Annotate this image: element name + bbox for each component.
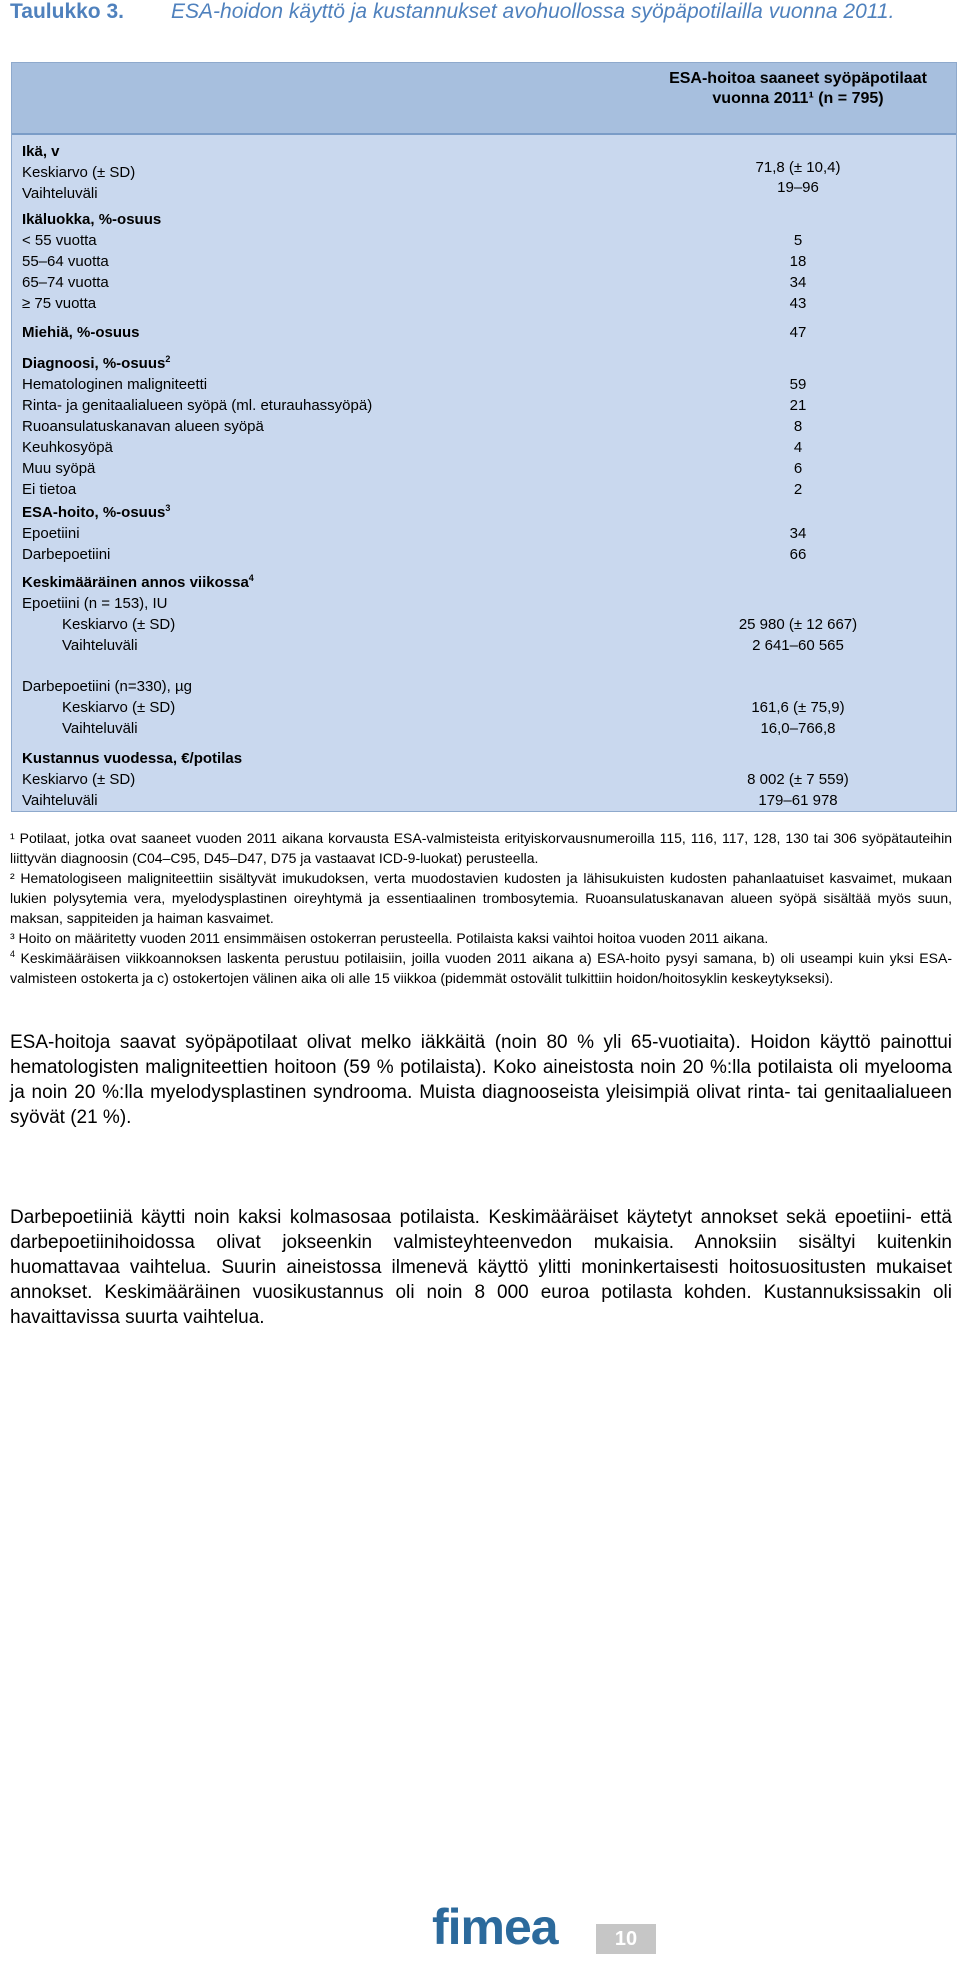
table-number: Taulukko 3. xyxy=(10,0,124,23)
table-title: ESA-hoidon käyttö ja kustannukset avohuollossa syöpäpotilailla vuonna 2011. xyxy=(171,0,895,23)
esa-label: Darbepoetiini xyxy=(22,546,111,563)
diagnosis-value: 4 xyxy=(793,439,803,456)
diagnosis-label: Hematologinen maligniteetti xyxy=(22,376,208,393)
diagnosis-value: 2 xyxy=(793,481,803,498)
cost-range-label: Vaihteluväli xyxy=(22,792,98,809)
age-groups-heading: Ikäluokka, %-osuus xyxy=(22,211,162,228)
age-heading: Ikä, v xyxy=(22,143,60,160)
age-group-label: 55–64 vuotta xyxy=(22,253,109,270)
fimea-logo: fimea xyxy=(432,1899,558,1955)
epoetin-mean-value: 25 980 (± 12 667) xyxy=(738,616,858,633)
diagnosis-value: 59 xyxy=(789,376,807,393)
esa-value: 34 xyxy=(789,525,807,542)
esa-value: 66 xyxy=(789,546,807,563)
table-body xyxy=(12,135,956,811)
cost-range-value: 179–61 978 xyxy=(758,792,838,809)
diagnosis-heading: Diagnoosi, %-osuus$^2$ xyxy=(22,354,171,372)
age-mean-value: 71,8 (± 10,4) xyxy=(755,159,841,176)
age-group-value: 18 xyxy=(789,253,807,270)
footnote-2: ² Hematologiseen maligniteettiin sisältyvät imukudoksen, verta muodostavien kudosten ja lähisukuisten kudosten pahanlaatuiset kasvaimet, mukaan lukien polysytemia vera, myelodysplastinen oireyhtymä ja essentiaalinen trombosytemia. Ruoansulatuskanavan alueen syöpä sisältää myös suun, maksan, sappiteiden ja haiman kasvaimet. xyxy=(10,870,952,926)
epoetin-dose-label: Epoetiini (n = 153), IU xyxy=(22,595,168,612)
footnote-1: ¹ Potilaat, jotka ovat saaneet vuoden 2011 aikana korvausta ESA-valmisteista erityiskorvausnumeroilla 115, 116, 117, 128, 130 tai 306 syöpätauteihin liittyvän diagnoosin (C04–C95, D45–D47, D75 ja vastaavat ICD-9-luokat) perusteella. xyxy=(10,830,952,866)
diagnosis-label: Muu syöpä xyxy=(22,460,96,477)
diagnosis-label: Keuhkosyöpä xyxy=(22,439,113,456)
darbepoetin-range-label: Vaihteluväli xyxy=(62,720,138,737)
body-paragraph: ESA-hoitoja saavat syöpäpotilaat olivat melko iäkkäitä (noin 80 % yli 65-vuotiaita). Hoidon käyttö painottui hematologisten maligniteettien hoitoon (59 % potilaista). Koko aineistosta noin 20 %:lla potilaista oli myelooma ja noin 20 %:lla myelodysplastinen syndrooma. Muista diagnooseista yleisimpiä olivat rinta- tai genitaalialueen syövät (21 %). xyxy=(10,1032,952,1128)
data-table xyxy=(11,62,957,812)
footnote-4: $^4$ Keskimääräisen viikkoannoksen laskenta perustuu potilaisiin, joilla vuoden 2011 aikana a) ESA-hoito pysyi samana, b) oli useampi kuin yksi ESA-valmisteen ostokerta ja c) ostokertojen välinen aika oli alle 15 viikkoa (pidemmät ostovälit tulkittiin hoidon/hoitosyklin keskeytykseksi). xyxy=(10,949,952,986)
darbepoetin-dose-label: Darbepoetiini (n=330), µg xyxy=(22,678,192,695)
darbepoetin-mean-value: 161,6 (± 75,9) xyxy=(751,699,845,716)
diagnosis-value: 6 xyxy=(793,460,803,477)
footnote-3: ³ Hoito on määritetty vuoden 2011 ensimmäisen ostokerran perusteella. Potilaista kaksi vaihtoi hoitoa vuoden 2011 aikana. xyxy=(10,930,769,946)
diagnosis-label: Ei tietoa xyxy=(22,481,77,498)
esa-label: Epoetiini xyxy=(22,525,80,542)
darbepoetin-range-value: 16,0–766,8 xyxy=(760,720,836,737)
darbepoetin-mean-label: Keskiarvo (± SD) xyxy=(62,699,176,716)
epoetin-range-label: Vaihteluväli xyxy=(62,637,138,654)
age-mean-label: Keskiarvo (± SD) xyxy=(22,164,136,181)
age-group-value: 34 xyxy=(789,274,807,291)
male-label: Miehiä, %-osuus xyxy=(22,324,140,341)
age-range-value: 19–96 xyxy=(777,179,819,196)
age-group-label: 65–74 vuotta xyxy=(22,274,109,291)
male-value: 47 xyxy=(789,324,807,341)
page-number: 10 xyxy=(596,1924,656,1954)
cost-mean-value: 8 002 (± 7 559) xyxy=(747,771,849,788)
body-paragraph: Darbepoetiiniä käytti noin kaksi kolmasosaa potilaista. Keskimääräiset käytetyt annokset sekä epoetiini- että darbepoetiinihoidossa olivat jokseenkin valmisteyhteenvedon mukaisia. Annoksiin sisältyi kuitenkin huomattavaa vaihtelua. Suurin aineistossa ilmenevä käyttö ylitti moninkertaisesti hoitosuositusten mukaiset annokset. Keskimääräinen vuosikustannus oli noin 8 000 euroa potilasta kohden. Kustannuksissakin oli havaittavissa suurta vaihtelua. xyxy=(10,1207,952,1328)
diagnosis-label: Rinta- ja genitaalialueen syöpä (ml. eturauhassyöpä) xyxy=(22,397,373,414)
dose-heading: Keskimääräinen annos viikossa$^4$ xyxy=(22,573,254,591)
diagnosis-label: Ruoansulatuskanavan alueen syöpä xyxy=(22,418,264,435)
age-group-label: ≥ 75 vuotta xyxy=(22,295,97,312)
column-header: ESA-hoitoa saaneet syöpäpotilaat vuonna 2011¹ (n = 795) xyxy=(669,70,927,107)
table-header xyxy=(12,63,956,135)
age-group-value: 43 xyxy=(789,295,807,312)
age-range-label: Vaihteluväli xyxy=(22,185,98,202)
epoetin-range-value: 2 641–60 565 xyxy=(752,637,844,654)
esa-heading: ESA-hoito, %-osuus$^3$ xyxy=(22,503,171,521)
age-group-value: 5 xyxy=(793,232,803,249)
diagnosis-value: 21 xyxy=(789,397,807,414)
cost-mean-label: Keskiarvo (± SD) xyxy=(22,771,136,788)
diagnosis-value: 8 xyxy=(793,418,803,435)
age-group-label: < 55 vuotta xyxy=(22,232,97,249)
epoetin-mean-label: Keskiarvo (± SD) xyxy=(62,616,176,633)
cost-heading: Kustannus vuodessa, €/potilas xyxy=(22,750,243,767)
footnotes xyxy=(10,828,952,988)
